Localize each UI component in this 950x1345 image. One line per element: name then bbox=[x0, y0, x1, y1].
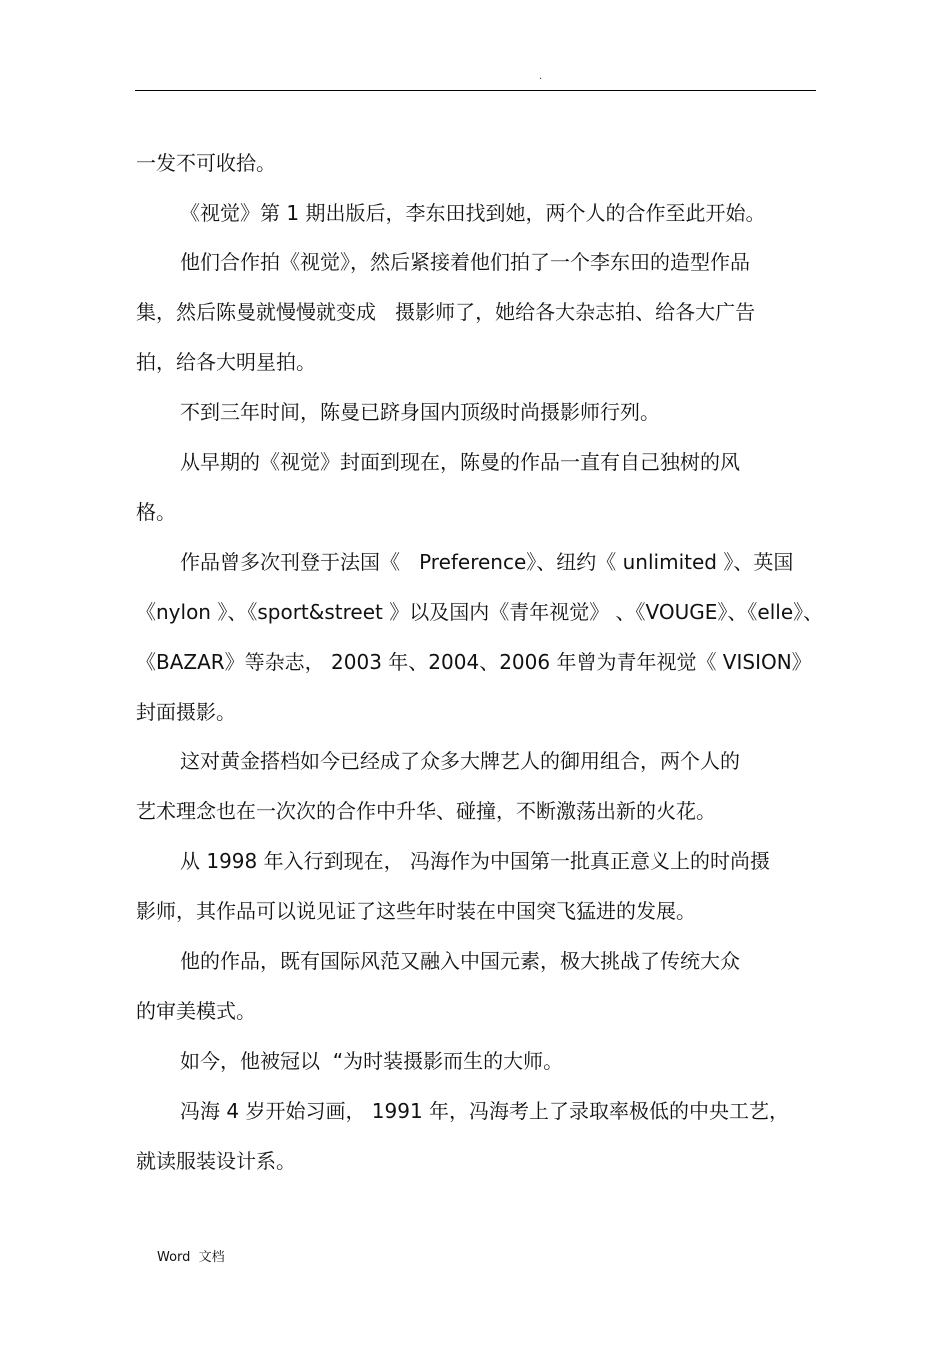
text-line: 一发不可收拾。 bbox=[136, 151, 276, 175]
text-line: 冯海 4 岁开始习画， 1991 年，冯海考上了录取率极低的中央工艺， bbox=[180, 1099, 790, 1123]
text-line: 作品曾多次刊登于法国《 Preference》、纽约《 unlimited 》、英国 bbox=[180, 550, 794, 574]
text-line: 《BAZAR》等杂志， 2003 年、2004、2006 年曾为青年视觉《 VISION》 bbox=[136, 650, 812, 674]
text-line: 集，然后陈曼就慢慢就变成 摄影师了，她给各大杂志拍、给各大广告 bbox=[136, 300, 756, 324]
text-line: 封面摄影。 bbox=[136, 700, 236, 724]
text-line: 他的作品，既有国际风范又融入中国元素，极大挑战了传统大众 bbox=[180, 949, 740, 973]
text-line: 《nylon 》、《sport&street 》以及国内《青年视觉》 、《VOUGE》、《elle》、 bbox=[136, 600, 824, 624]
text-line: 格。 bbox=[136, 500, 176, 524]
text-line: 影师，其作品可以说见证了这些年时装在中国突飞猛进的发展。 bbox=[136, 899, 696, 923]
text-line: 艺术理念也在一次次的合作中升华、碰撞，不断激荡出新的火花。 bbox=[136, 799, 716, 823]
text-line: 《视觉》第 1 期出版后，李东田找到她，两个人的合作至此开始。 bbox=[180, 201, 766, 225]
footer-label: Word 文档 bbox=[157, 1250, 225, 1265]
header-rule bbox=[135, 90, 816, 91]
text-line: 如今，他被冠以 “为时装摄影而生的大师。 bbox=[180, 1049, 564, 1073]
text-line: 从 1998 年入行到现在， 冯海作为中国第一批真正意义上的时尚摄 bbox=[180, 849, 770, 873]
header-mark: . bbox=[539, 71, 543, 82]
text-line: 从早期的《视觉》封面到现在，陈曼的作品一直有自己独树的风 bbox=[180, 450, 740, 474]
text-line: 拍，给各大明星拍。 bbox=[136, 350, 316, 374]
text-line: 的审美模式。 bbox=[136, 999, 256, 1023]
text-line: 不到三年时间，陈曼已跻身国内顶级时尚摄影师行列。 bbox=[180, 400, 660, 424]
text-line: 就读服装设计系。 bbox=[136, 1149, 296, 1173]
text-line: 这对黄金搭档如今已经成了众多大牌艺人的御用组合，两个人的 bbox=[180, 749, 740, 773]
text-line: 他们合作拍《视觉》，然后紧接着他们拍了一个李东田的造型作品 bbox=[180, 250, 750, 274]
